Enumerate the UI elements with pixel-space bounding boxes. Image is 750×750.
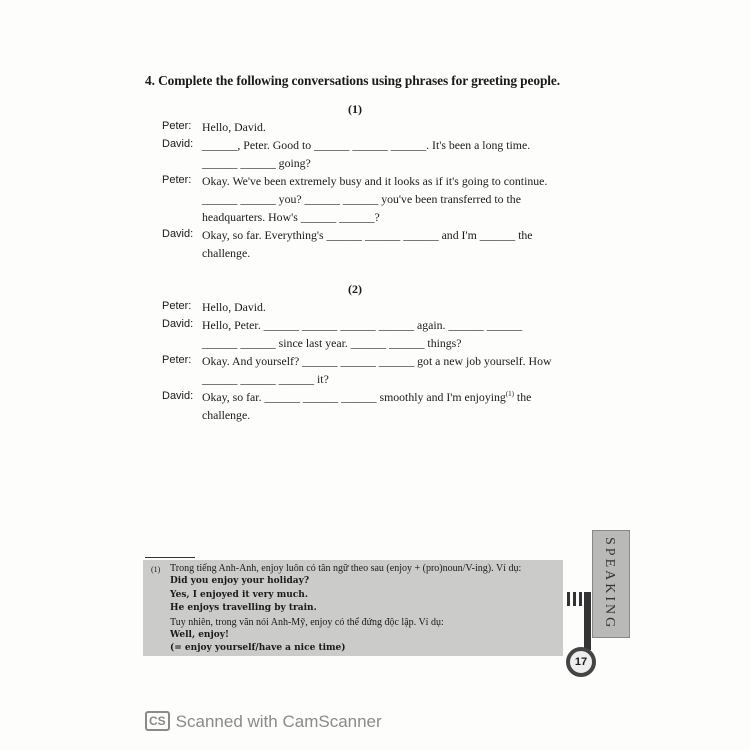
- dialogue-line: [202, 300, 266, 315]
- camscanner-watermark: [145, 711, 382, 732]
- dialogue-line: [202, 192, 521, 207]
- dialogue-line: [202, 228, 532, 243]
- dialogue-text: ______, Peter. Good to ______ ______ ______. It's been a long time.: [202, 138, 531, 152]
- dialogue-text: headquarters. How's ______ ______?: [202, 210, 380, 224]
- dialogue-line: [202, 174, 547, 189]
- dialogue-text: the: [513, 390, 532, 404]
- dialogue-line: [202, 390, 531, 405]
- speaker-label: David:: [162, 318, 194, 330]
- footnote-mark: (1): [151, 565, 161, 574]
- dialogue-text: ______ ______ going?: [202, 156, 311, 170]
- page-number: 17: [566, 647, 596, 677]
- dialogue-line: [202, 354, 552, 369]
- footnote-example: Well, enjoy!: [170, 630, 229, 641]
- dialogue-line: [202, 336, 462, 351]
- dialogue-text: Okay. And yourself? ______ ______ ______ got a new job yourself. How: [202, 354, 552, 368]
- dialogue-text: ______ ______ since last year. ______ ______ things?: [202, 336, 462, 350]
- key-icon: [584, 592, 591, 650]
- dialogue-text: challenge.: [202, 246, 251, 260]
- speaker-label: Peter:: [162, 120, 192, 132]
- footnote-line: Trong tiếng Anh-Anh, enjoy luôn có tân ngữ theo sau (enjoy + (pro)noun/V-ing). Ví dụ:: [170, 563, 522, 574]
- dialogue-line: [202, 246, 250, 261]
- dialogue-text: ______ ______ you? ______ ______ you've been transferred to the: [202, 192, 521, 206]
- footnote-rule: [145, 557, 195, 558]
- footnote-example: Did you enjoy your holiday?: [170, 576, 310, 587]
- dialogue-line: [202, 318, 522, 333]
- dialogue-line: [202, 156, 311, 171]
- dialogue-text: Hello, Peter. ______ ______ ______ ______ again. ______ ______: [202, 318, 523, 332]
- dialogue-line: [202, 372, 329, 387]
- speaker-label: David:: [162, 228, 194, 240]
- footnote-example: (= enjoy yourself/have a nice time): [170, 643, 346, 654]
- dialogue-text: Hello, David.: [202, 120, 266, 134]
- speaker-label: David:: [162, 138, 194, 150]
- speaker-label: David:: [162, 390, 194, 402]
- conversation-1-label: (1): [348, 102, 362, 116]
- dialogue-text: Okay, so far. Everything's ______ ______ ______ and I'm ______ the: [202, 228, 533, 242]
- conversation-2-label: (2): [348, 282, 362, 296]
- footnote-example: He enjoys travelling by train.: [170, 603, 317, 614]
- dialogue-text: Hello, David.: [202, 300, 266, 314]
- dialogue-text: Okay. We've been extremely busy and it looks as if it's going to continue.: [202, 174, 548, 188]
- dialogue-text: challenge.: [202, 408, 251, 422]
- dialogue-line: [202, 138, 530, 153]
- watermark-text: Scanned with CamScanner: [175, 712, 382, 731]
- camscanner-logo-icon: CS: [145, 711, 170, 731]
- speaker-label: Peter:: [162, 174, 192, 186]
- key-icon-teeth: [567, 592, 585, 606]
- dialogue-line: [202, 408, 250, 423]
- footnote-example: Yes, I enjoyed it very much.: [170, 589, 308, 600]
- speaker-label: Peter:: [162, 300, 192, 312]
- dialogue-text: ______ ______ ______ it?: [202, 372, 329, 386]
- speaker-label: Peter:: [162, 354, 192, 366]
- footnote-reference: (1): [505, 390, 514, 399]
- footnote-line: Tuy nhiên, trong văn nói Anh-Mỹ, enjoy có thể đứng độc lập. Ví dụ:: [170, 616, 444, 628]
- dialogue-line: [202, 210, 380, 225]
- dialogue-line: [202, 120, 266, 135]
- speaking-section-tab: [592, 530, 630, 638]
- section-tab-label: SPEAKING: [602, 537, 617, 631]
- footnote-box: [143, 560, 563, 656]
- exercise-heading: 4. Complete the following conversations using phrases for greeting people.: [145, 73, 561, 88]
- dialogue-text: Okay, so far. ______ ______ ______ smoothly and I'm enjoying: [202, 390, 506, 404]
